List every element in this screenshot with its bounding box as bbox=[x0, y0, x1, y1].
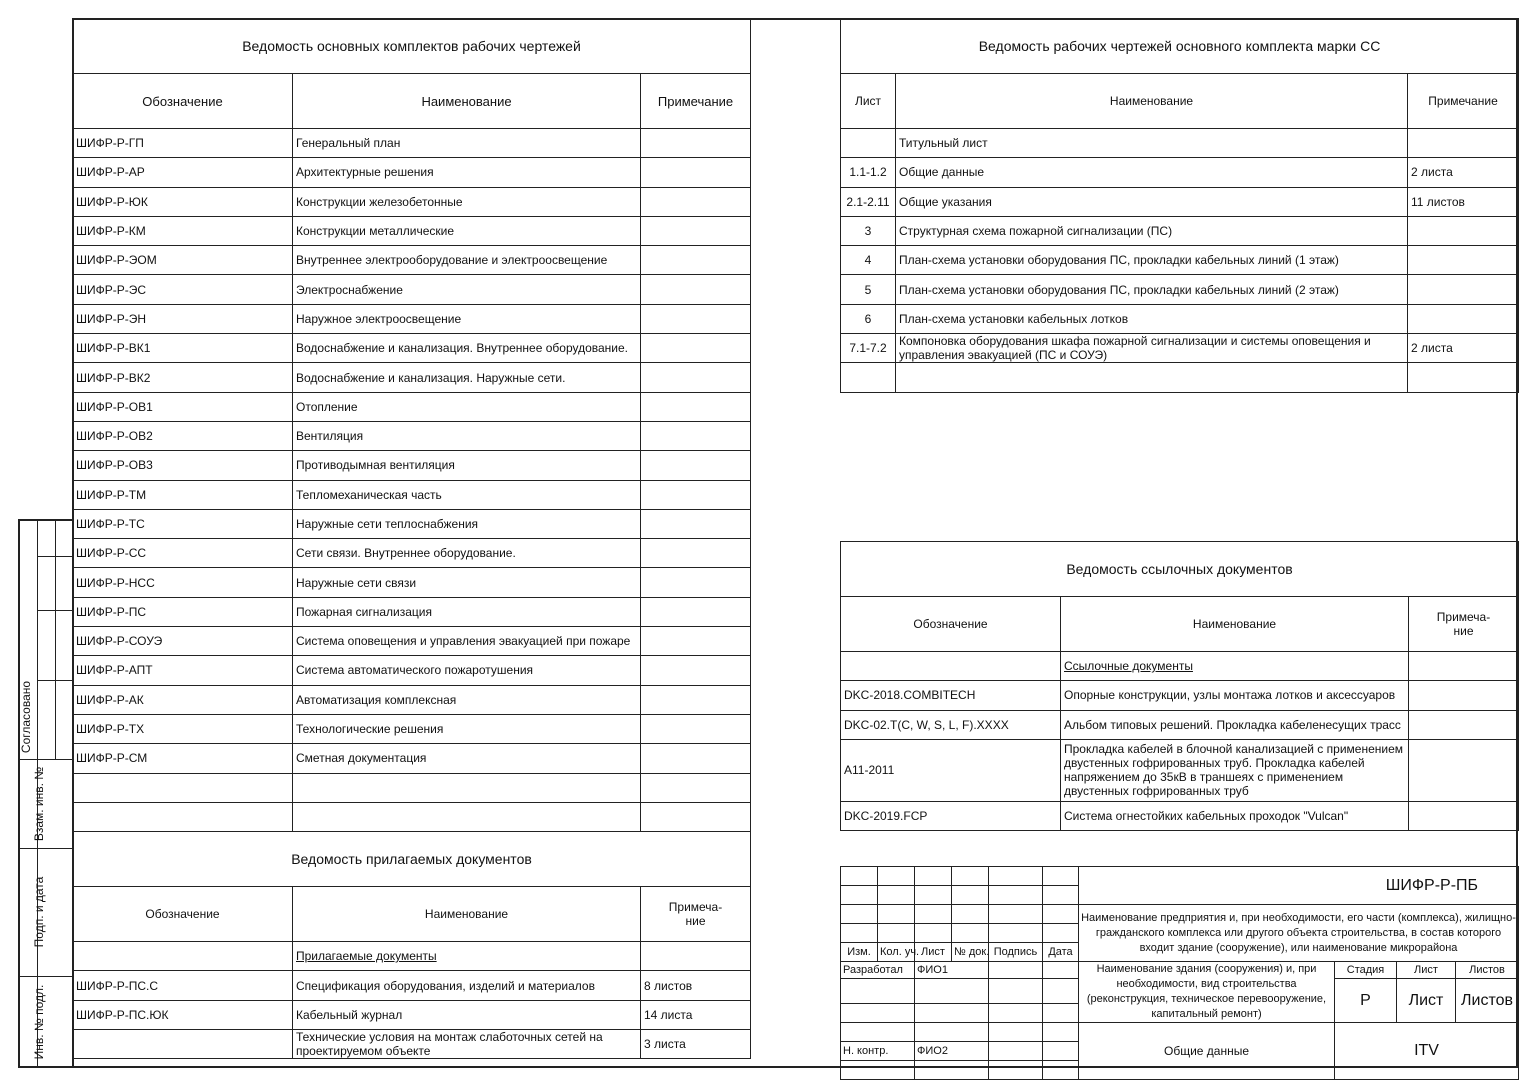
cell-code: А11-2011 bbox=[841, 739, 1061, 801]
cell-note bbox=[641, 509, 751, 538]
cell-note bbox=[1409, 652, 1519, 681]
title-block bbox=[840, 866, 1519, 1080]
cell-sheet bbox=[841, 363, 896, 392]
cell-code: ШИФР-Р-ОВ3 bbox=[73, 451, 293, 480]
cell-name: Общие указания bbox=[896, 187, 1408, 216]
cell-code: DKC-2018.COMBITECH bbox=[841, 681, 1061, 710]
cell-note bbox=[641, 773, 751, 802]
drawings-header-name: Наименование bbox=[896, 74, 1408, 129]
table-row bbox=[73, 275, 751, 304]
table-row bbox=[73, 421, 751, 450]
cell-name: Отопление bbox=[293, 392, 641, 421]
agreed-label: Согласовано bbox=[19, 680, 33, 754]
cell-name: Пожарная сигнализация bbox=[293, 597, 641, 626]
table-row bbox=[73, 334, 751, 363]
table-row bbox=[841, 129, 1519, 158]
cell-name: Тепломеханическая часть bbox=[293, 480, 641, 509]
cell-code bbox=[73, 1030, 293, 1059]
attached-header-note: Примеча-ние bbox=[641, 887, 751, 942]
table-row bbox=[73, 187, 751, 216]
cell-note bbox=[1409, 681, 1519, 710]
cell-code: ШИФР-Р-ТС bbox=[73, 509, 293, 538]
cell-name: Сети связи. Внутреннее оборудование. bbox=[293, 539, 641, 568]
cell-code: ШИФР-Р-АПТ bbox=[73, 656, 293, 685]
stamp-building: Наименование здания (сооружения) и, при необходимости, вид строительства (реконструкция, техническое перевооружение, капитальный ремонт) bbox=[1079, 962, 1335, 1023]
cell-name: Опорные конструкции, узлы монтажа лотков и аксессуаров bbox=[1061, 681, 1409, 710]
cell-name: Компоновка оборудования шкафа пожарной сигнализации и системы оповещения и управления эвакуацией (ПС и СОУЭ) bbox=[896, 334, 1408, 363]
cell-code: ШИФР-Р-ГП bbox=[73, 129, 293, 158]
table-row bbox=[841, 681, 1519, 710]
table-row bbox=[73, 158, 751, 187]
cell-note bbox=[641, 129, 751, 158]
stamp-fio2: ФИО2 bbox=[915, 1042, 989, 1061]
attached-header-name: Наименование bbox=[293, 887, 641, 942]
cell-name: Наружные сети связи bbox=[293, 568, 641, 597]
table-row bbox=[73, 129, 751, 158]
cell-code: ШИФР-Р-ОВ2 bbox=[73, 421, 293, 450]
cell-note bbox=[641, 744, 751, 773]
stamp-enterprise: Наименование предприятия и, при необходимости, его части (комплекса), жилищно-гражданского комплекса или другого объекта строительства, в состав которого входит здание (сооружение), или наименование микрорайона bbox=[1079, 905, 1519, 962]
cell-name: План-схема установки кабельных лотков bbox=[896, 304, 1408, 333]
main-sets-title: Ведомость основных комплектов рабочих чертежей bbox=[73, 19, 751, 74]
cell-note: 2 листа bbox=[1408, 334, 1519, 363]
cell-code: ШИФР-Р-СОУЭ bbox=[73, 627, 293, 656]
cell-note bbox=[641, 451, 751, 480]
cell-note bbox=[641, 363, 751, 392]
cell-name: План-схема установки оборудования ПС, прокладки кабельных линий (1 этаж) bbox=[896, 246, 1408, 275]
cell-note bbox=[1409, 801, 1519, 830]
cell-note bbox=[641, 597, 751, 626]
cell-note bbox=[641, 421, 751, 450]
cell-sheet: 2.1-2.11 bbox=[841, 187, 896, 216]
cell-name: Технологические решения bbox=[293, 714, 641, 743]
stamp-stage-label: Стадия bbox=[1335, 962, 1397, 979]
cell-code bbox=[73, 773, 293, 802]
main-sets-table bbox=[72, 18, 751, 1059]
cell-note bbox=[1408, 304, 1519, 333]
references-table bbox=[840, 541, 1519, 831]
cell-code: ШИФР-Р-АК bbox=[73, 685, 293, 714]
cell-name: Конструкции железобетонные bbox=[293, 187, 641, 216]
cell-note: 2 листа bbox=[1408, 158, 1519, 187]
cell-code: ШИФР-Р-ПС.ЮК bbox=[73, 1000, 293, 1029]
table-row bbox=[73, 304, 751, 333]
inv-replace-label: Взам. инв. № bbox=[32, 766, 46, 842]
cell-note bbox=[641, 685, 751, 714]
cell-code: ШИФР-Р-ОВ1 bbox=[73, 392, 293, 421]
cell-sheet: 4 bbox=[841, 246, 896, 275]
cell-name: Наружное электроосвещение bbox=[293, 304, 641, 333]
table-row bbox=[841, 304, 1519, 333]
cell-name bbox=[293, 802, 641, 831]
references-header-name: Наименование bbox=[1061, 597, 1409, 652]
stamp-sheet-value: Лист bbox=[1397, 979, 1456, 1023]
stamp-col-izm: Изм. bbox=[841, 943, 878, 962]
stamp-col-doc: № док. bbox=[952, 943, 989, 962]
cell-note: 8 листов bbox=[641, 971, 751, 1000]
cell-code: ШИФР-Р-КМ bbox=[73, 216, 293, 245]
stamp-sheets-value: Листов bbox=[1456, 979, 1519, 1023]
cell-name: Наружные сети теплоснабжения bbox=[293, 509, 641, 538]
cell-note bbox=[1408, 363, 1519, 392]
stamp-sheets-label: Листов bbox=[1456, 962, 1519, 979]
drawings-title: Ведомость рабочих чертежей основного комплекта марки СС bbox=[841, 19, 1519, 74]
cell-code bbox=[841, 652, 1061, 681]
cell-name: Прокладка кабелей в блочной канализацией с применением двустенных гофрированных труб. Прокладка кабелей напряжением до 35кВ в траншеях с применением двустенных гофрированных труб bbox=[1061, 739, 1409, 801]
cell-name: Структурная схема пожарной сигнализации (ПС) bbox=[896, 216, 1408, 245]
cell-code: ШИФР-Р-ТМ bbox=[73, 480, 293, 509]
table-row bbox=[73, 656, 751, 685]
cell-sheet: 5 bbox=[841, 275, 896, 304]
cell-name: Система автоматического пожаротушения bbox=[293, 656, 641, 685]
cell-code bbox=[73, 942, 293, 971]
cell-note bbox=[641, 187, 751, 216]
stamp-stage-value: Р bbox=[1335, 979, 1397, 1023]
cell-code: ШИФР-Р-ТХ bbox=[73, 714, 293, 743]
cell-name: Спецификация оборудования, изделий и материалов bbox=[293, 971, 641, 1000]
references-title: Ведомость ссылочных документов bbox=[841, 542, 1519, 597]
table-row bbox=[73, 942, 751, 971]
cell-note: 3 листа bbox=[641, 1030, 751, 1059]
cell-code: ШИФР-Р-ПС.С bbox=[73, 971, 293, 1000]
table-row bbox=[73, 363, 751, 392]
cell-name: Сметная документация bbox=[293, 744, 641, 773]
table-row bbox=[73, 714, 751, 743]
cell-note bbox=[641, 568, 751, 597]
cell-sheet: 3 bbox=[841, 216, 896, 245]
cell-note bbox=[641, 627, 751, 656]
stamp-col-list: Лист bbox=[915, 943, 952, 962]
inv-orig-label: Инв. № подл. bbox=[32, 984, 46, 1060]
table-row bbox=[73, 971, 751, 1000]
cell-name: Водоснабжение и канализация. Наружные сети. bbox=[293, 363, 641, 392]
cell-name: Генеральный план bbox=[293, 129, 641, 158]
table-row bbox=[73, 246, 751, 275]
cell-note bbox=[1409, 710, 1519, 739]
references-header-note: Примеча-ние bbox=[1409, 597, 1519, 652]
table-row bbox=[73, 685, 751, 714]
cell-note bbox=[641, 942, 751, 971]
cell-code: ШИФР-Р-ЭОМ bbox=[73, 246, 293, 275]
table-row bbox=[841, 801, 1519, 830]
table-row bbox=[841, 216, 1519, 245]
stamp-col-date: Дата bbox=[1043, 943, 1079, 962]
cell-name: Автоматизация комплексная bbox=[293, 685, 641, 714]
drawings-header-note: Примечание bbox=[1408, 74, 1519, 129]
cell-name: План-схема установки оборудования ПС, прокладки кабельных линий (2 этаж) bbox=[896, 275, 1408, 304]
cell-note bbox=[641, 304, 751, 333]
cell-name: Ссылочные документы bbox=[1061, 652, 1409, 681]
cell-note bbox=[1408, 216, 1519, 245]
table-row bbox=[73, 597, 751, 626]
table-row bbox=[73, 744, 751, 773]
table-row bbox=[73, 1000, 751, 1029]
table-row bbox=[73, 451, 751, 480]
cell-code: ШИФР-Р-ВК1 bbox=[73, 334, 293, 363]
drawings-table bbox=[840, 18, 1519, 393]
stamp-col-sign: Подпись bbox=[989, 943, 1043, 962]
cell-name: Прилагаемые документы bbox=[293, 942, 641, 971]
cell-sheet: 6 bbox=[841, 304, 896, 333]
col-header-code: Обозначение bbox=[73, 74, 293, 129]
cell-code: ШИФР-Р-СМ bbox=[73, 744, 293, 773]
stamp-col-kol: Кол. уч. bbox=[878, 943, 915, 962]
cell-sheet: 1.1-1.2 bbox=[841, 158, 896, 187]
cell-note bbox=[1409, 739, 1519, 801]
cell-name: Альбом типовых решений. Прокладка кабеленесущих трасс bbox=[1061, 710, 1409, 739]
stamp-fio1: ФИО1 bbox=[915, 962, 989, 979]
cell-name: Электроснабжение bbox=[293, 275, 641, 304]
cell-code: ШИФР-Р-ЮК bbox=[73, 187, 293, 216]
attached-title: Ведомость прилагаемых документов bbox=[73, 832, 751, 887]
table-row bbox=[73, 1030, 751, 1059]
cell-name: Конструкции металлические bbox=[293, 216, 641, 245]
cell-name: Водоснабжение и канализация. Внутреннее оборудование. bbox=[293, 334, 641, 363]
table-row bbox=[841, 158, 1519, 187]
cell-name: Титульный лист bbox=[896, 129, 1408, 158]
cell-name: Вентиляция bbox=[293, 421, 641, 450]
cell-name: Технические условия на монтаж слаботочных сетей на проектируемом объекте bbox=[293, 1030, 641, 1059]
table-row bbox=[73, 480, 751, 509]
table-row bbox=[841, 334, 1519, 363]
table-row bbox=[73, 509, 751, 538]
cell-note bbox=[1408, 129, 1519, 158]
cell-code: ШИФР-Р-СС bbox=[73, 539, 293, 568]
cell-name: Архитектурные решения bbox=[293, 158, 641, 187]
table-row bbox=[73, 802, 751, 831]
cell-code: ШИФР-Р-ЭН bbox=[73, 304, 293, 333]
cell-note bbox=[641, 275, 751, 304]
stamp-org: ITV bbox=[1335, 1023, 1519, 1080]
cell-note bbox=[641, 480, 751, 509]
col-header-note: Примечание bbox=[641, 74, 751, 129]
cell-note: 11 листов bbox=[1408, 187, 1519, 216]
table-row bbox=[841, 275, 1519, 304]
stamp-developed: Разработал bbox=[841, 962, 915, 979]
cell-note bbox=[641, 714, 751, 743]
col-header-name: Наименование bbox=[293, 74, 641, 129]
cell-note bbox=[1408, 246, 1519, 275]
cell-code: DKC-02.T(C, W, S, L, F).XXXX bbox=[841, 710, 1061, 739]
table-row bbox=[73, 568, 751, 597]
cell-note bbox=[641, 539, 751, 568]
cell-sheet bbox=[841, 129, 896, 158]
cell-note bbox=[641, 216, 751, 245]
cell-code: ШИФР-Р-ЭС bbox=[73, 275, 293, 304]
cell-name bbox=[293, 773, 641, 802]
cell-note bbox=[641, 158, 751, 187]
cell-code: ШИФР-Р-НСС bbox=[73, 568, 293, 597]
attached-header-code: Обозначение bbox=[73, 887, 293, 942]
cell-note bbox=[641, 334, 751, 363]
table-row bbox=[841, 246, 1519, 275]
cell-note bbox=[1408, 275, 1519, 304]
table-row bbox=[73, 627, 751, 656]
table-row bbox=[841, 710, 1519, 739]
table-row bbox=[73, 539, 751, 568]
cell-name: Система огнестойких кабельных проходок "Vulcan" bbox=[1061, 801, 1409, 830]
cell-code: ШИФР-Р-АР bbox=[73, 158, 293, 187]
cell-note bbox=[641, 246, 751, 275]
cell-code: ШИФР-Р-ПС bbox=[73, 597, 293, 626]
table-row bbox=[841, 363, 1519, 392]
table-row bbox=[841, 739, 1519, 801]
references-header-code: Обозначение bbox=[841, 597, 1061, 652]
cell-name: Общие данные bbox=[896, 158, 1408, 187]
cell-note bbox=[641, 392, 751, 421]
stamp-doc-title: Общие данные bbox=[1079, 1023, 1335, 1080]
table-row bbox=[73, 216, 751, 245]
cell-sheet: 7.1-7.2 bbox=[841, 334, 896, 363]
cell-code: DKC-2019.FCP bbox=[841, 801, 1061, 830]
table-row bbox=[841, 652, 1519, 681]
table-row bbox=[73, 392, 751, 421]
cell-code bbox=[73, 802, 293, 831]
cell-note bbox=[641, 656, 751, 685]
cell-name: Кабельный журнал bbox=[293, 1000, 641, 1029]
cell-name: Система оповещения и управления эвакуацией при пожаре bbox=[293, 627, 641, 656]
cell-name: Внутреннее электрооборудование и электроосвещение bbox=[293, 246, 641, 275]
cell-name bbox=[896, 363, 1408, 392]
drawings-header-sheet: Лист bbox=[841, 74, 896, 129]
cell-name: Противодымная вентиляция bbox=[293, 451, 641, 480]
sign-date-label: Подп. и дата bbox=[32, 876, 46, 948]
cell-code: ШИФР-Р-ВК2 bbox=[73, 363, 293, 392]
stamp-norm-control: Н. контр. bbox=[841, 1042, 915, 1061]
cell-note bbox=[641, 802, 751, 831]
stamp-code: ШИФР-Р-ПБ bbox=[1079, 867, 1519, 905]
cell-note: 14 листа bbox=[641, 1000, 751, 1029]
stamp-sheet-label: Лист bbox=[1397, 962, 1456, 979]
table-row bbox=[73, 773, 751, 802]
table-row bbox=[841, 187, 1519, 216]
